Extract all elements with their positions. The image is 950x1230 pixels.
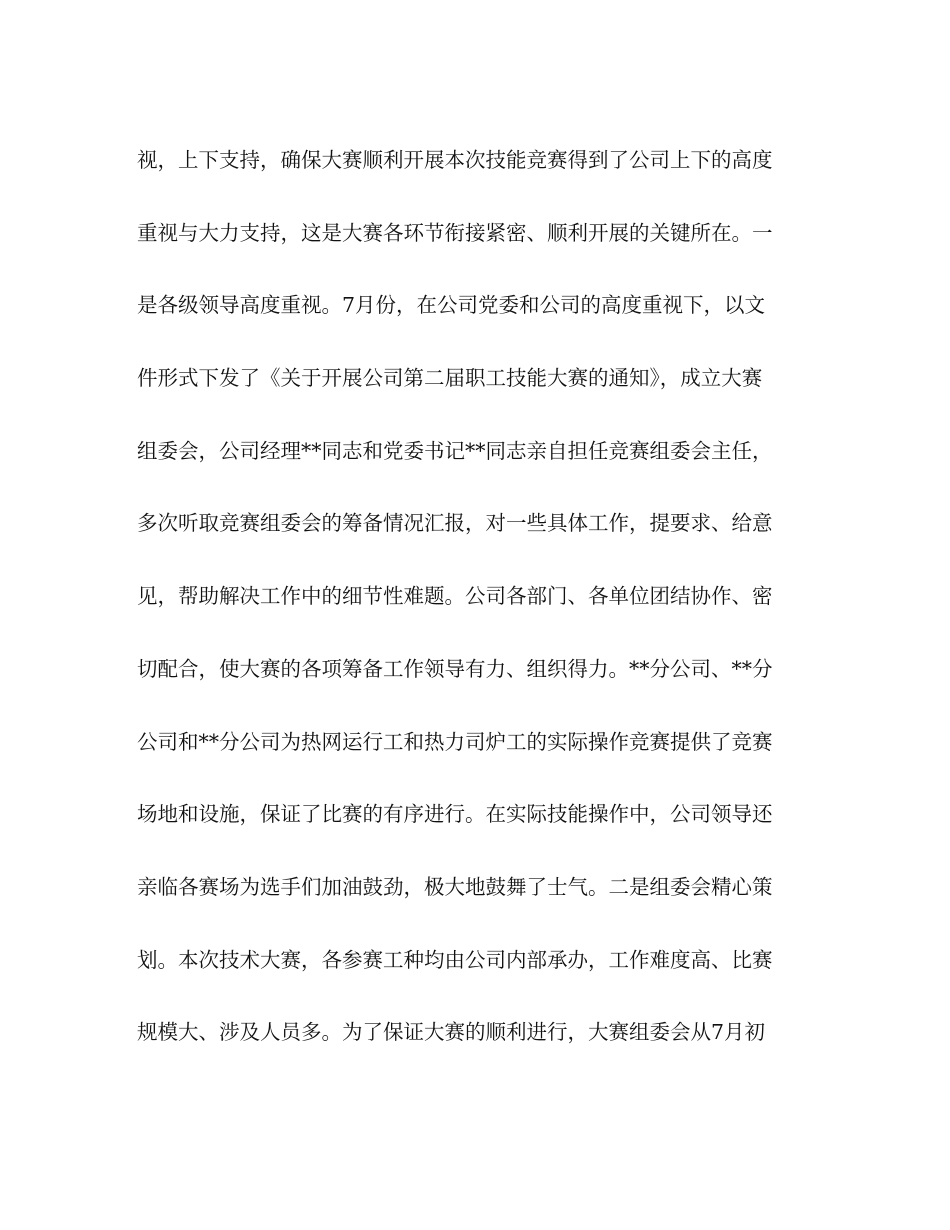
text-line: 视，上下支持，确保大赛顺利开展本次技能竞赛得到了公司上下的高度 [137,148,773,172]
text-line: 场地和设施，保证了比赛的有序进行。在实际技能操作中，公司领导还 [137,802,773,827]
text-line: 见，帮助解决工作中的细节性难题。公司各部门、各单位团结协作、密 [137,584,773,609]
text-line: 多次听取竞赛组委会的筹备情况汇报，对一些具体工作，提要求、给意 [137,511,773,536]
text-line: 是各级领导高度重视。7月份，在公司党委和公司的高度重视下，以文 [137,293,766,318]
text-line: 组委会，公司经理**同志和党委书记**同志亲自担任竞赛组委会主任， [137,438,773,463]
text-line: 重视与大力支持，这是大赛各环节衔接紧密、顺利开展的关键所在。一 [137,220,773,245]
text-line: 公司和**分公司为热网运行工和热力司炉工的实际操作竞赛提供了竞赛 [137,729,773,754]
text-line: 切配合，使大赛的各项筹备工作领导有力、组织得力。**分公司、**分 [137,656,773,681]
body-text [137,138,817,1083]
text-line: 划。本次技术大赛，各参赛工种均由公司内部承办，工作难度高、比赛 [137,947,773,972]
text-line: 规模大、涉及人员多。为了保证大赛的顺利进行，大赛组委会从7月初 [137,1020,766,1045]
text-line: 件形式下发了《关于开展公司第二届职工技能大赛的通知》，成立大赛 [137,366,763,391]
text-line: 亲临各赛场为选手们加油鼓劲，极大地鼓舞了士气。二是组委会精心策 [137,874,773,899]
